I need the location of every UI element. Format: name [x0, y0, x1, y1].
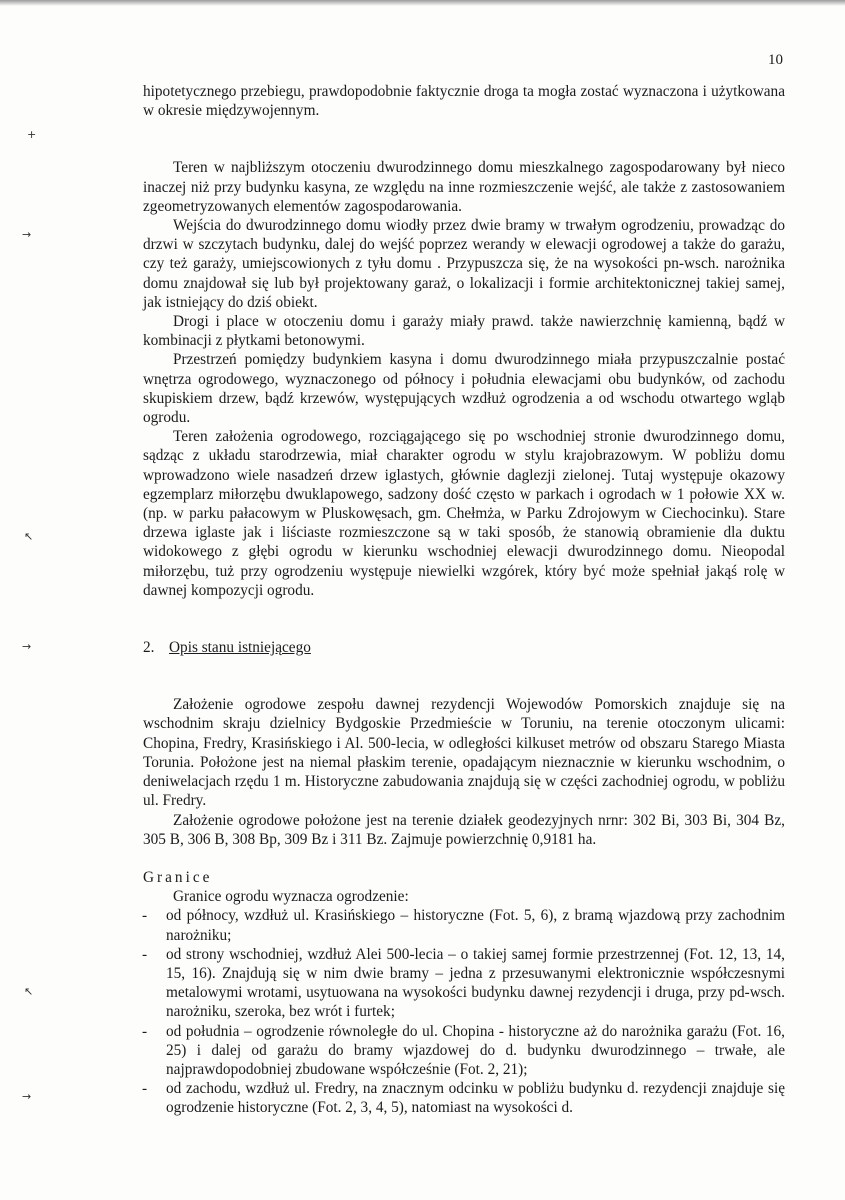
list-item: - od strony wschodniej, wzdłuż Alei 500-lecia – o takiej samej formie przestrzennej (Fot. 12, 13, 14, 15, 16). Znajdują się w nim dwie bramy – jedna z przesuwanymi elektronicznie współczesnymi metalowymi wrotami, usytuowana na wysokości budynku dawnej rezydencji i druga, przy pd-wsch. narożniku, szeroka, bez wrót i furtek;	[143, 945, 785, 1022]
paragraph: Założenie ogrodowe położone jest na terenie działek geodezyjnych nrnr: 302 Bi, 303 Bi, 304 Bz, 305 B, 306 B, 308 Bp, 309 Bz i 311 Bz. Zajmuje powierzchnię 0,9181 ha.	[143, 811, 785, 848]
subheading: Granice	[143, 868, 213, 886]
paragraph: hipotetycznego przebiegu, prawdopodobnie faktycznie droga ta mogła zostać wyznaczona i użytkowana w okresie międzywojennym.	[143, 83, 785, 120]
paragraph: Przestrzeń pomiędzy budynkiem kasyna i domu dwurodzinnego miała przypuszczalnie postać wnętrza ogrodowego, wyznaczonego od północy i południa elewacjami obu budynków, od zachodu skupiskiem drzew, bądź krzewów, występujących wzdłuż ogrodzenia a od wschodu otwartego wgląb ogrodu.	[143, 351, 785, 427]
paragraph: Teren w najbliższym otoczeniu dwurodzinnego domu mieszkalnego zagospodarowany był nieco inaczej niż przy budynku kasyna, ze względu na inne rozmieszczenie wejść, ale także z zastosowaniem zgeometryzowanych elementów zagospodarowania.	[143, 159, 785, 215]
bounds-list	[143, 906, 785, 1117]
margin-mark: ↖	[24, 985, 34, 998]
margin-mark: ↖	[24, 530, 34, 543]
paragraph: Drogi i place w otoczeniu domu i garaży miały prawd. także nawierzchnię kamienną, bądź w kombinacji z płytkami betonowymi.	[143, 313, 785, 350]
paragraph: Założenie ogrodowe zespołu dawnej rezydencji Wojewodów Pomorskich znajduje się na wschodnim skraju dzielnicy Bydgoskie Przedmieście w Toruniu, na terenie otoczonym ulicami: Chopina, Fredry, Krasińskiego i Al. 500-lecia, w odległości kilkuset metrów od obszaru Starego Miasta Torunia. Położone jest na niemal płaskim terenie, opadającym nieznacznie w kierunku wschodnim, o deniwelacjach rzędu 1 m. Historyczne zabudowania znajdują się w części zachodniej ogrodu, w pobliżu ul. Fredry.	[143, 696, 785, 810]
list-item: - od północy, wzdłuż ul. Krasińskiego – historyczne (Fot. 5, 6), z bramą wjazdową przy zachodnim narożniku;	[143, 906, 785, 944]
margin-mark: →	[22, 640, 32, 653]
margin-mark: +	[27, 128, 37, 141]
margin-mark: →	[22, 1090, 32, 1103]
section-number: 2.	[143, 639, 155, 657]
scan-edge	[0, 0, 845, 6]
paragraph: Teren założenia ogrodowego, rozciągającego się po wschodniej stronie dwurodzinnego domu, sądząc z układu starodrzewia, miał charakter ogrodu w stylu krajobrazowym. W pobliżu domu wprowadzono wiele nasadzeń drzew iglastych, głównie daglezji zielonej. Tutaj występuje okazowy egzemplarz miłorzębu dwuklapowego, sadzony dość często w parkach i ogrodach w 1 połowie XX w. (np. w parku pałacowym w Pluskowęsach, gm. Chełmża, w Parku Zdrojowym w Ciechocinku). Stare drzewa iglaste jak i liściaste rozmieszczone są w taki sposób, że stanowią obramienie dla duktu widokowego z głębi ogrodu w kierunku wschodniej elewacji dwurodzinnego domu. Nieopodal miłorzębu, tuż przy ogrodzeniu występuje niewielki wzgórek, który być może spełniał jakąś rolę w dawnej kompozycji ogrodu.	[143, 428, 785, 599]
bounds-intro: Granice ogrodu wyznacza ogrodzenie:	[173, 888, 409, 906]
section-heading	[143, 638, 785, 657]
paragraph: Wejścia do dwurodzinnego domu wiodły przez dwie bramy w trwałym ogrodzeniu, prowadząc do drzwi w szczytach budynku, dalej do wejść poprzez werandy w elewacji ogrodowej a także do garażu, czy też garaży, umiejscowionych z tyłu domu . Przypuszcza się, że na wysokości pn-wsch. narożnika domu znajdował się lub był projektowany garaż, o lokalizacji i formie architektonicznej takiej samej, jak istniejący do dziś obiekt.	[143, 217, 785, 311]
body-text	[143, 82, 785, 1118]
page-number: 10	[768, 52, 783, 68]
margin-mark: →	[22, 228, 32, 241]
list-item: - od zachodu, wzdłuż ul. Fredry, na znacznym odcinku w pobliżu budynku d. rezydencji znajduje się ogrodzenie historyczne (Fot. 2, 3, 4, 5), natomiast na wysokości d.	[143, 1079, 785, 1117]
list-item: - od południa – ogrodzenie równoległe do ul. Chopina - historyczne aż do narożnika garażu (Fot. 16, 25) i dalej od garażu do bramy wjazdowej do d. budynku dwurodzinnego – trwałe, ale najprawdopodobniej zbudowane współcześnie (Fot. 2, 21);	[143, 1022, 785, 1080]
section-title: Opis stanu istniejącego	[169, 639, 311, 657]
